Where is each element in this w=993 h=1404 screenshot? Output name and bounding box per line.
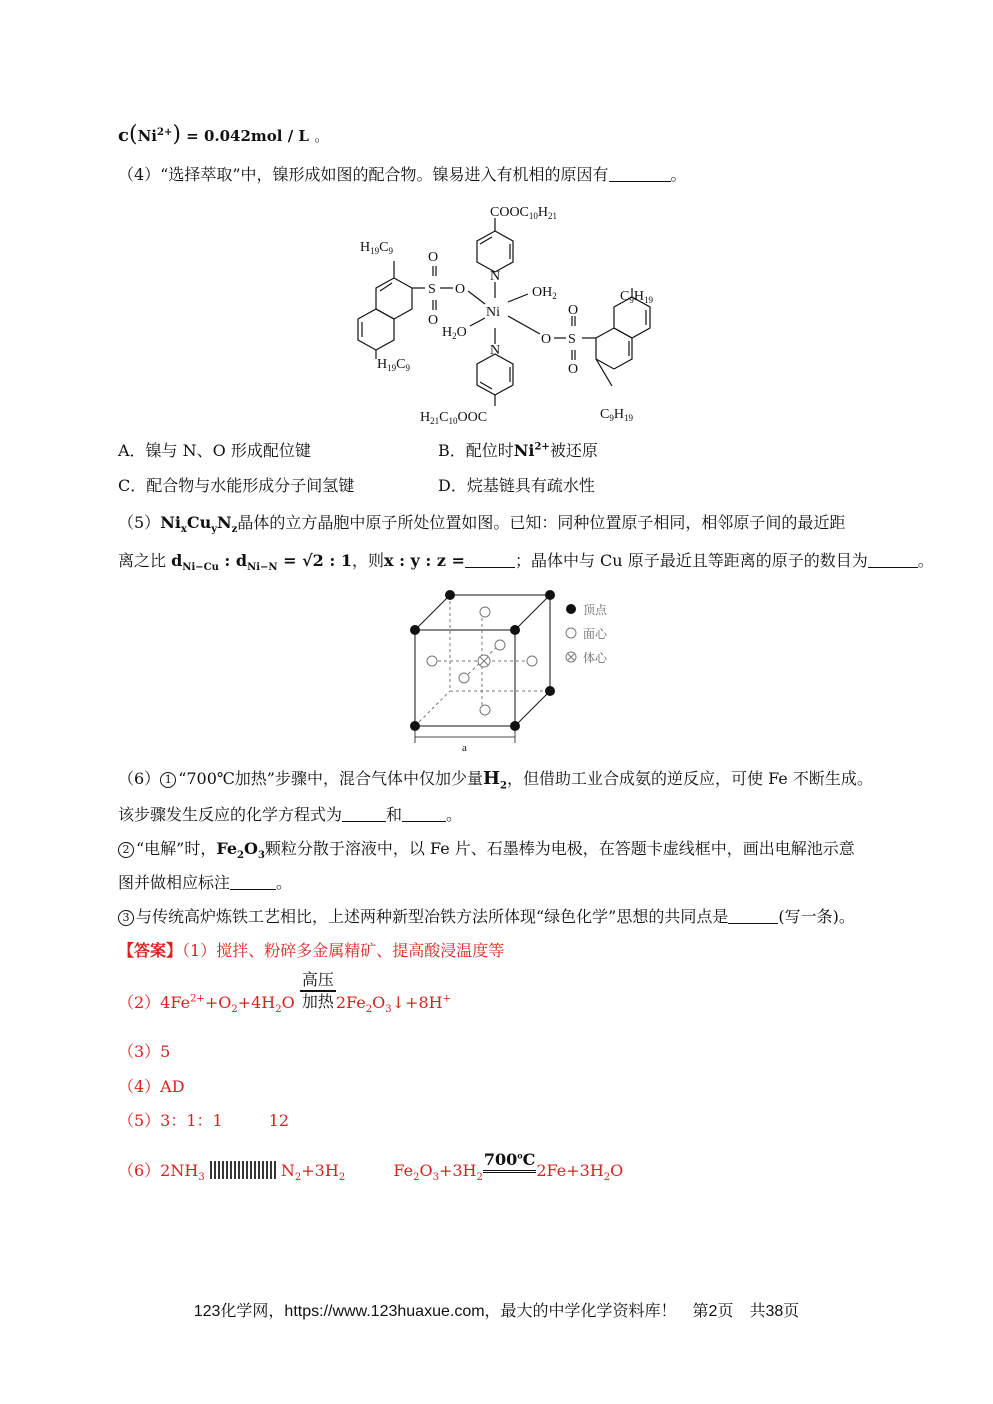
svg-text:面心: 面心 <box>583 627 608 641</box>
svg-text:OH2: $OH_2$ <box>532 285 557 301</box>
svg-text:H21C10OOC: $H_{21}C_{10}OOC$ <box>420 410 488 426</box>
end-mark: 。 <box>314 127 330 145</box>
q4-end: 。 <box>670 165 687 184</box>
circle-1: 1 <box>160 772 176 788</box>
answer-6: $(6)2NH_3$ $N_2+3H_2$ $Fe_2O_3+3H_2$ 700$^o$C $2Fe+3H_2O$ <box>118 1150 624 1184</box>
answer-1-text: （1）搅拌、粉碎多金属精矿、提高酸浸温度等 <box>182 941 505 960</box>
distance-ratio: $d_{Ni-Cu}$ : $d_{Ni-N} = √2$ : 1 <box>171 551 352 574</box>
svg-text:H2O: $H_2O$ <box>442 325 467 341</box>
q4-question <box>118 164 687 186</box>
xyz-ratio: x : y : z = <box>383 551 465 570</box>
circle-2: 2 <box>118 842 134 858</box>
q5-text3: ；晶体中与 Cu 原子最近且等距离的原子的数目为 <box>514 551 868 570</box>
q5-end: 。 <box>917 551 934 570</box>
svg-text:O: O <box>568 303 579 318</box>
q6-blank-eq1[interactable] <box>342 805 386 822</box>
svg-text:顶点: 顶点 <box>583 603 608 617</box>
q4-blank[interactable] <box>609 165 671 182</box>
q5-text1: 晶体的立方晶胞中原子所处位置如图。已知：同种位置原子相同，相邻原子间的最近距 <box>237 513 846 532</box>
q6-line3 <box>118 838 855 860</box>
svg-text:N: N <box>490 269 501 284</box>
q6-end2: 。 <box>446 805 463 824</box>
q4-text: （4）“选择萃取”中，镍形成如图的配合物。镍易进入有机相的原因有 <box>118 165 609 184</box>
q6-line2 <box>118 804 462 826</box>
q5-formula: $Ni_xCu_yN_z$ <box>160 513 238 536</box>
answer-2: $(2)4Fe^{2+}+O_2+4H_2O$ $\frac{\text{高压}}{\text{加热}}$ $2Fe_2O_3↓+8H^+$ <box>118 969 451 1016</box>
q6-line4 <box>118 872 292 894</box>
q6-text4: “电解”时， <box>136 839 217 858</box>
ion: Ni <box>137 127 157 145</box>
q6-text5: 颗粒分散于溶液中，以 Fe 片、石墨棒为电极，在答题卡虚线框中，画出电解池示意 <box>264 839 855 858</box>
svg-text:C9H19: $C_9H_{19}$ <box>600 407 633 423</box>
svg-text:O: O <box>541 332 552 347</box>
concentration-line: $c(Ni^{2+}) = 0.042mol / L$ 。 <box>118 122 330 147</box>
svg-text:H19C9: $H_{19}C_9$ <box>360 240 393 256</box>
c-symbol: c <box>118 125 129 146</box>
svg-text:a: a <box>462 742 467 754</box>
q5-blank-count[interactable] <box>868 551 918 568</box>
svg-text:C9H19: $C_9H_{19}$ <box>620 289 653 305</box>
page-footer: 123化学网，https://www.123huaxue.com，最大的中学化学资料库！ 第2页 共38页 <box>193 1303 800 1320</box>
svg-text:N: N <box>490 343 501 358</box>
option-c: C．配合物与水能形成分子间氢键 <box>118 476 355 495</box>
answer-4: （4）AD <box>118 1077 185 1096</box>
nickel-complex-structure <box>350 196 680 432</box>
circle-3: 3 <box>118 910 134 926</box>
svg-text:S: S <box>428 282 436 297</box>
option-b-pre: B．配位时 <box>438 441 514 460</box>
q5-line2 <box>118 550 934 572</box>
q5-then: ，则 <box>351 551 384 570</box>
q6-line5 <box>118 906 855 928</box>
option-b-post: 被还原 <box>549 441 598 460</box>
ion-charge: 2+ <box>156 127 173 138</box>
svg-text:COOC10H21: $COOC_{10}H_{21}$ <box>490 205 558 221</box>
q6-text7: 与传统高炉炼铁工艺相比，上述两种新型冶铁方法所体现“绿色化学”思想的共同点是 <box>136 907 729 926</box>
answer-label: 【答案】 <box>118 941 183 960</box>
option-b <box>438 440 598 462</box>
q6-blank-eq2[interactable] <box>402 805 446 822</box>
q5-text2: 离之比 <box>118 551 167 570</box>
svg-text:O: O <box>428 313 439 328</box>
option-a: A．镍与 N、O 形成配位键 <box>118 441 311 460</box>
q6-text2: ，但借助工业合成氨的逆反应，可使 Fe 不断生成。 <box>506 769 873 788</box>
concentration-value: = 0.042mol / L <box>186 127 309 145</box>
garbled-condition-icon <box>210 1161 276 1179</box>
option-b-charge: 2+ <box>534 441 550 453</box>
svg-text:H19C9: $H_{19}C_9$ <box>377 357 410 373</box>
answer-3: （3）5 <box>118 1042 171 1061</box>
svg-text:体心: 体心 <box>583 651 608 665</box>
q5-number: （5） <box>118 513 161 532</box>
q6-text3: 该步骤发生反应的化学方程式为 <box>118 805 343 824</box>
option-b-ion: Ni <box>513 441 535 460</box>
q5-blank-ratio[interactable] <box>465 551 515 568</box>
q6-end5: (写一条)。 <box>778 907 855 926</box>
fe2o3-formula: $Fe_2O_3$ <box>216 839 265 862</box>
q6-line1 <box>118 768 873 790</box>
temperature-condition: 700$^o$C <box>483 1150 536 1173</box>
answer-5: （5）3：1：1 12 <box>118 1111 290 1130</box>
q6-text1: “700℃加热”步骤中，混合气体中仅加少量 <box>178 769 483 788</box>
unit-cell-figure <box>400 585 640 755</box>
svg-text:O: O <box>428 250 439 265</box>
svg-text:O: O <box>455 282 466 297</box>
q6-number: （6） <box>118 769 161 788</box>
h2-formula: $H_2$ <box>483 768 507 792</box>
q6-blank-green[interactable] <box>728 907 778 924</box>
q5-line1 <box>118 512 845 534</box>
answer-1 <box>118 940 504 962</box>
q6-and: 和 <box>386 805 403 824</box>
svg-text:Ni: Ni <box>486 305 500 320</box>
q6-text6: 图并做相应标注 <box>118 873 231 892</box>
svg-text:O: O <box>568 362 579 377</box>
q6-end4: 。 <box>276 873 293 892</box>
reaction-condition: $\frac{\text{高压}}{\text{加热}}$ <box>301 969 334 1011</box>
q6-blank-diagram[interactable] <box>230 873 276 890</box>
option-d: D．烷基链具有疏水性 <box>438 476 595 495</box>
svg-text:S: S <box>568 332 576 347</box>
